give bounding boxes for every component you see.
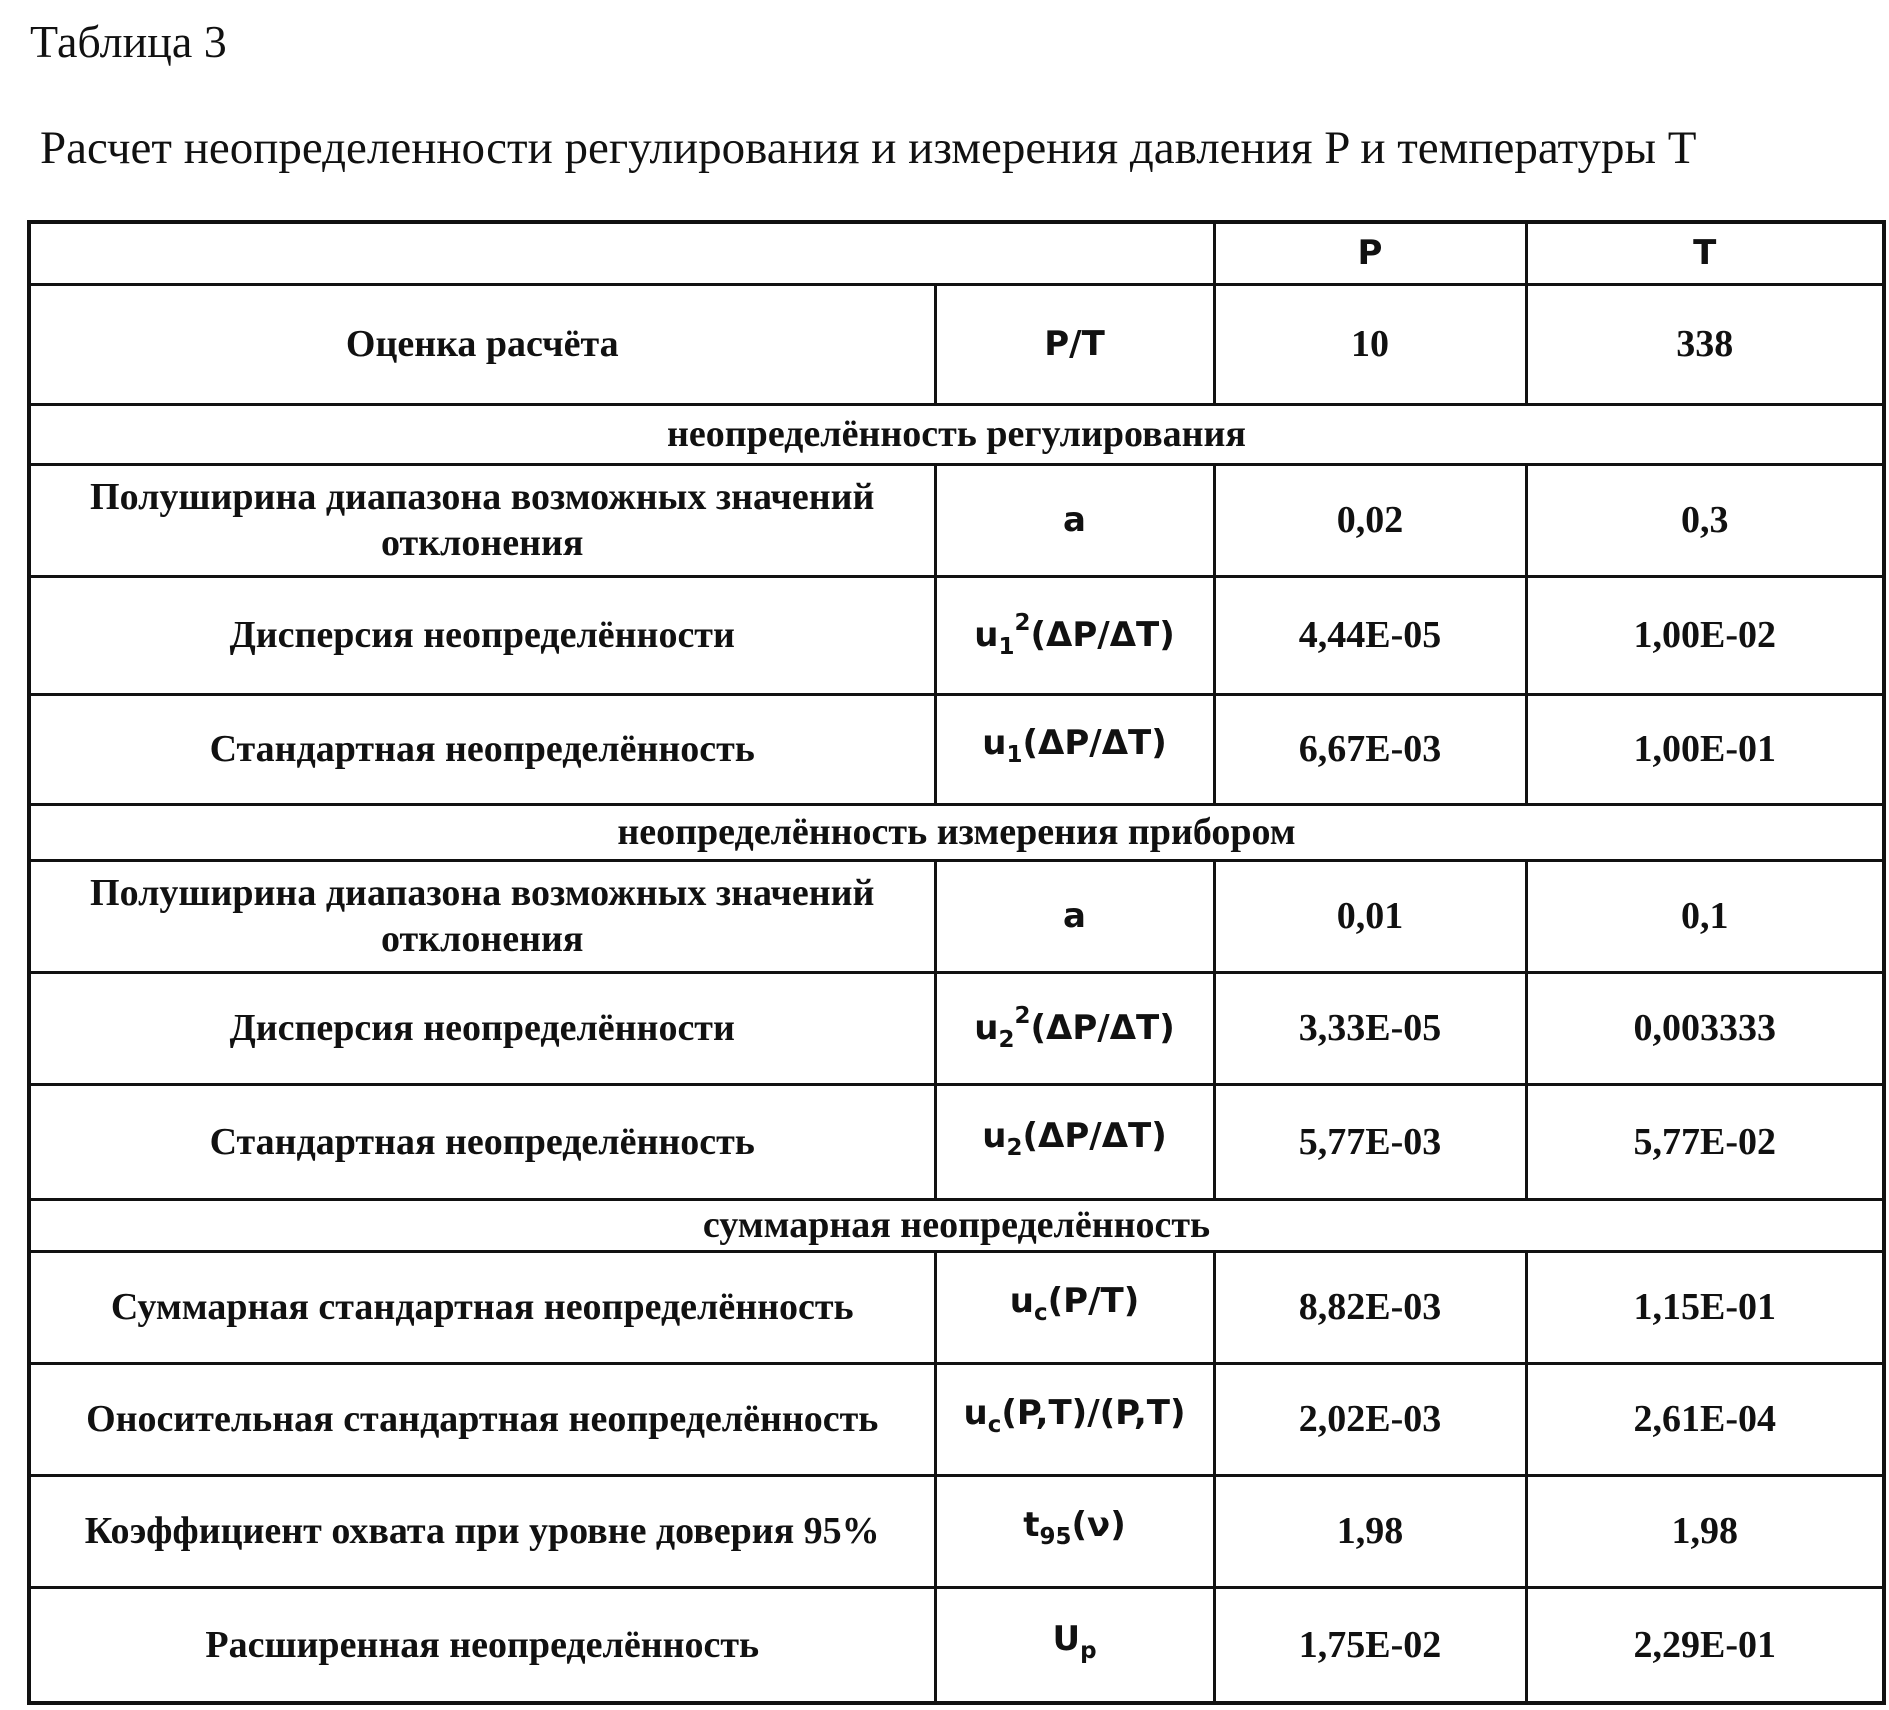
- symbol-tail: (ΔP/ΔT): [1030, 1008, 1175, 1048]
- symbol-subscript: 2: [998, 1027, 1015, 1053]
- row-value-p: 5,77E-03: [1214, 1084, 1526, 1199]
- row-label: Полуширина диапазона возможных значений отклонения: [29, 464, 935, 576]
- symbol-subscript: c: [1033, 1300, 1048, 1326]
- table-row: [29, 1251, 1884, 1363]
- row-value-p: 0,01: [1214, 860, 1526, 972]
- table-row: [29, 1363, 1884, 1475]
- row-value-p: 1,98: [1214, 1475, 1526, 1587]
- symbol-subscript: c: [987, 1412, 1002, 1438]
- row-symbol: [935, 972, 1214, 1084]
- row-label: Дисперсия неопределённости: [29, 576, 935, 694]
- row-value-p: 2,02E-03: [1214, 1363, 1526, 1475]
- row-value-t: 1,98: [1526, 1475, 1884, 1587]
- table-row: [29, 1475, 1884, 1587]
- symbol-tail: (P/T): [1047, 1281, 1140, 1321]
- row-value-p: 1,75E-02: [1214, 1587, 1526, 1703]
- row-value-t: 1,00E-02: [1526, 576, 1884, 694]
- symbol-base: U: [1052, 1618, 1081, 1659]
- symbol-tail: (ν): [1071, 1505, 1126, 1545]
- row-value-p: 10: [1214, 284, 1526, 404]
- row-label: Суммарная стандартная неопределённость: [29, 1251, 935, 1363]
- row-value-t: 0,1: [1526, 860, 1884, 972]
- table-caption: Таблица 3: [30, 16, 227, 67]
- symbol-superscript: 2: [1014, 610, 1031, 636]
- header-row: [29, 222, 1884, 284]
- symbol-base: u: [974, 1008, 999, 1048]
- row-symbol: a: [935, 860, 1214, 972]
- symbol-base: t: [1023, 1505, 1040, 1545]
- table-row: [29, 694, 1884, 804]
- row-symbol: [935, 576, 1214, 694]
- table-row: [29, 464, 1884, 576]
- symbol-base: u: [974, 615, 999, 655]
- symbol-base: u: [963, 1393, 988, 1433]
- symbol-subscript: 1: [1006, 742, 1023, 768]
- table-row: [29, 972, 1884, 1084]
- row-label: Дисперсия неопределённости: [29, 972, 935, 1084]
- row-symbol: P/T: [935, 284, 1214, 404]
- table-row: [29, 1084, 1884, 1199]
- header-cell-p: P: [1214, 222, 1526, 284]
- header-cell-t: T: [1526, 222, 1884, 284]
- row-label: Стандартная неопределённость: [29, 694, 935, 804]
- row-symbol: [935, 1251, 1214, 1363]
- row-value-p: 0,02: [1214, 464, 1526, 576]
- row-label: Расширенная неопределённость: [29, 1587, 935, 1703]
- section-header-row: [29, 404, 1884, 464]
- section-title-total: суммарная неопределённость: [29, 1199, 1884, 1251]
- symbol-base: u: [982, 1115, 1007, 1156]
- row-value-t: 0,3: [1526, 464, 1884, 576]
- row-value-t: 2,29E-01: [1526, 1587, 1884, 1703]
- row-value-t: 1,15E-01: [1526, 1251, 1884, 1363]
- symbol-tail: (ΔP/ΔT): [1022, 1115, 1167, 1156]
- symbol-subscript: 1: [998, 634, 1015, 660]
- row-symbol: [935, 1084, 1214, 1199]
- table-heading: Расчет неопределенности регулирования и измерения давления P и температуры T: [40, 122, 1697, 174]
- section-header-row: [29, 1199, 1884, 1251]
- symbol-subscript: 95: [1039, 1524, 1072, 1550]
- row-label: Оценка расчёта: [29, 284, 935, 404]
- row-value-p: 3,33E-05: [1214, 972, 1526, 1084]
- symbol-base: u: [982, 723, 1007, 763]
- row-symbol: [935, 1363, 1214, 1475]
- symbol-subscript: p: [1080, 1637, 1097, 1664]
- row-value-p: 4,44E-05: [1214, 576, 1526, 694]
- row-value-t: 2,61E-04: [1526, 1363, 1884, 1475]
- table-row: [29, 860, 1884, 972]
- section-title-instrument: неопределённость измерения прибором: [29, 804, 1884, 860]
- table-row: [29, 1587, 1884, 1703]
- row-label: Полуширина диапазона возможных значений отклонения: [29, 860, 935, 972]
- row-symbol: [935, 694, 1214, 804]
- row-symbol: [935, 1587, 1214, 1703]
- row-value-p: 6,67E-03: [1214, 694, 1526, 804]
- symbol-superscript: 2: [1014, 1003, 1031, 1029]
- section-title-regulation: неопределённость регулирования: [29, 404, 1884, 464]
- section-header-row: [29, 804, 1884, 860]
- row-value-t: 0,003333: [1526, 972, 1884, 1084]
- row-value-t: 338: [1526, 284, 1884, 404]
- row-label: Стандартная неопределённость: [29, 1084, 935, 1199]
- table-row: [29, 576, 1884, 694]
- symbol-base: u: [1009, 1281, 1034, 1321]
- symbol-tail: (ΔP/ΔT): [1030, 615, 1175, 655]
- row-value-p: 8,82E-03: [1214, 1251, 1526, 1363]
- row-label: Оносительная стандартная неопределённость: [29, 1363, 935, 1475]
- header-blank-cell: [29, 222, 1214, 284]
- row-symbol: a: [935, 464, 1214, 576]
- symbol-tail: (ΔP/ΔT): [1022, 723, 1167, 763]
- row-symbol: [935, 1475, 1214, 1587]
- uncertainty-table: [27, 220, 1886, 1705]
- row-value-t: 1,00E-01: [1526, 694, 1884, 804]
- estimate-row: [29, 284, 1884, 404]
- row-value-t: 5,77E-02: [1526, 1084, 1884, 1199]
- row-label: Коэффициент охвата при уровне доверия 95%: [29, 1475, 935, 1587]
- symbol-tail: (P,T)/(P,T): [1001, 1393, 1186, 1433]
- symbol-subscript: 2: [1006, 1134, 1023, 1161]
